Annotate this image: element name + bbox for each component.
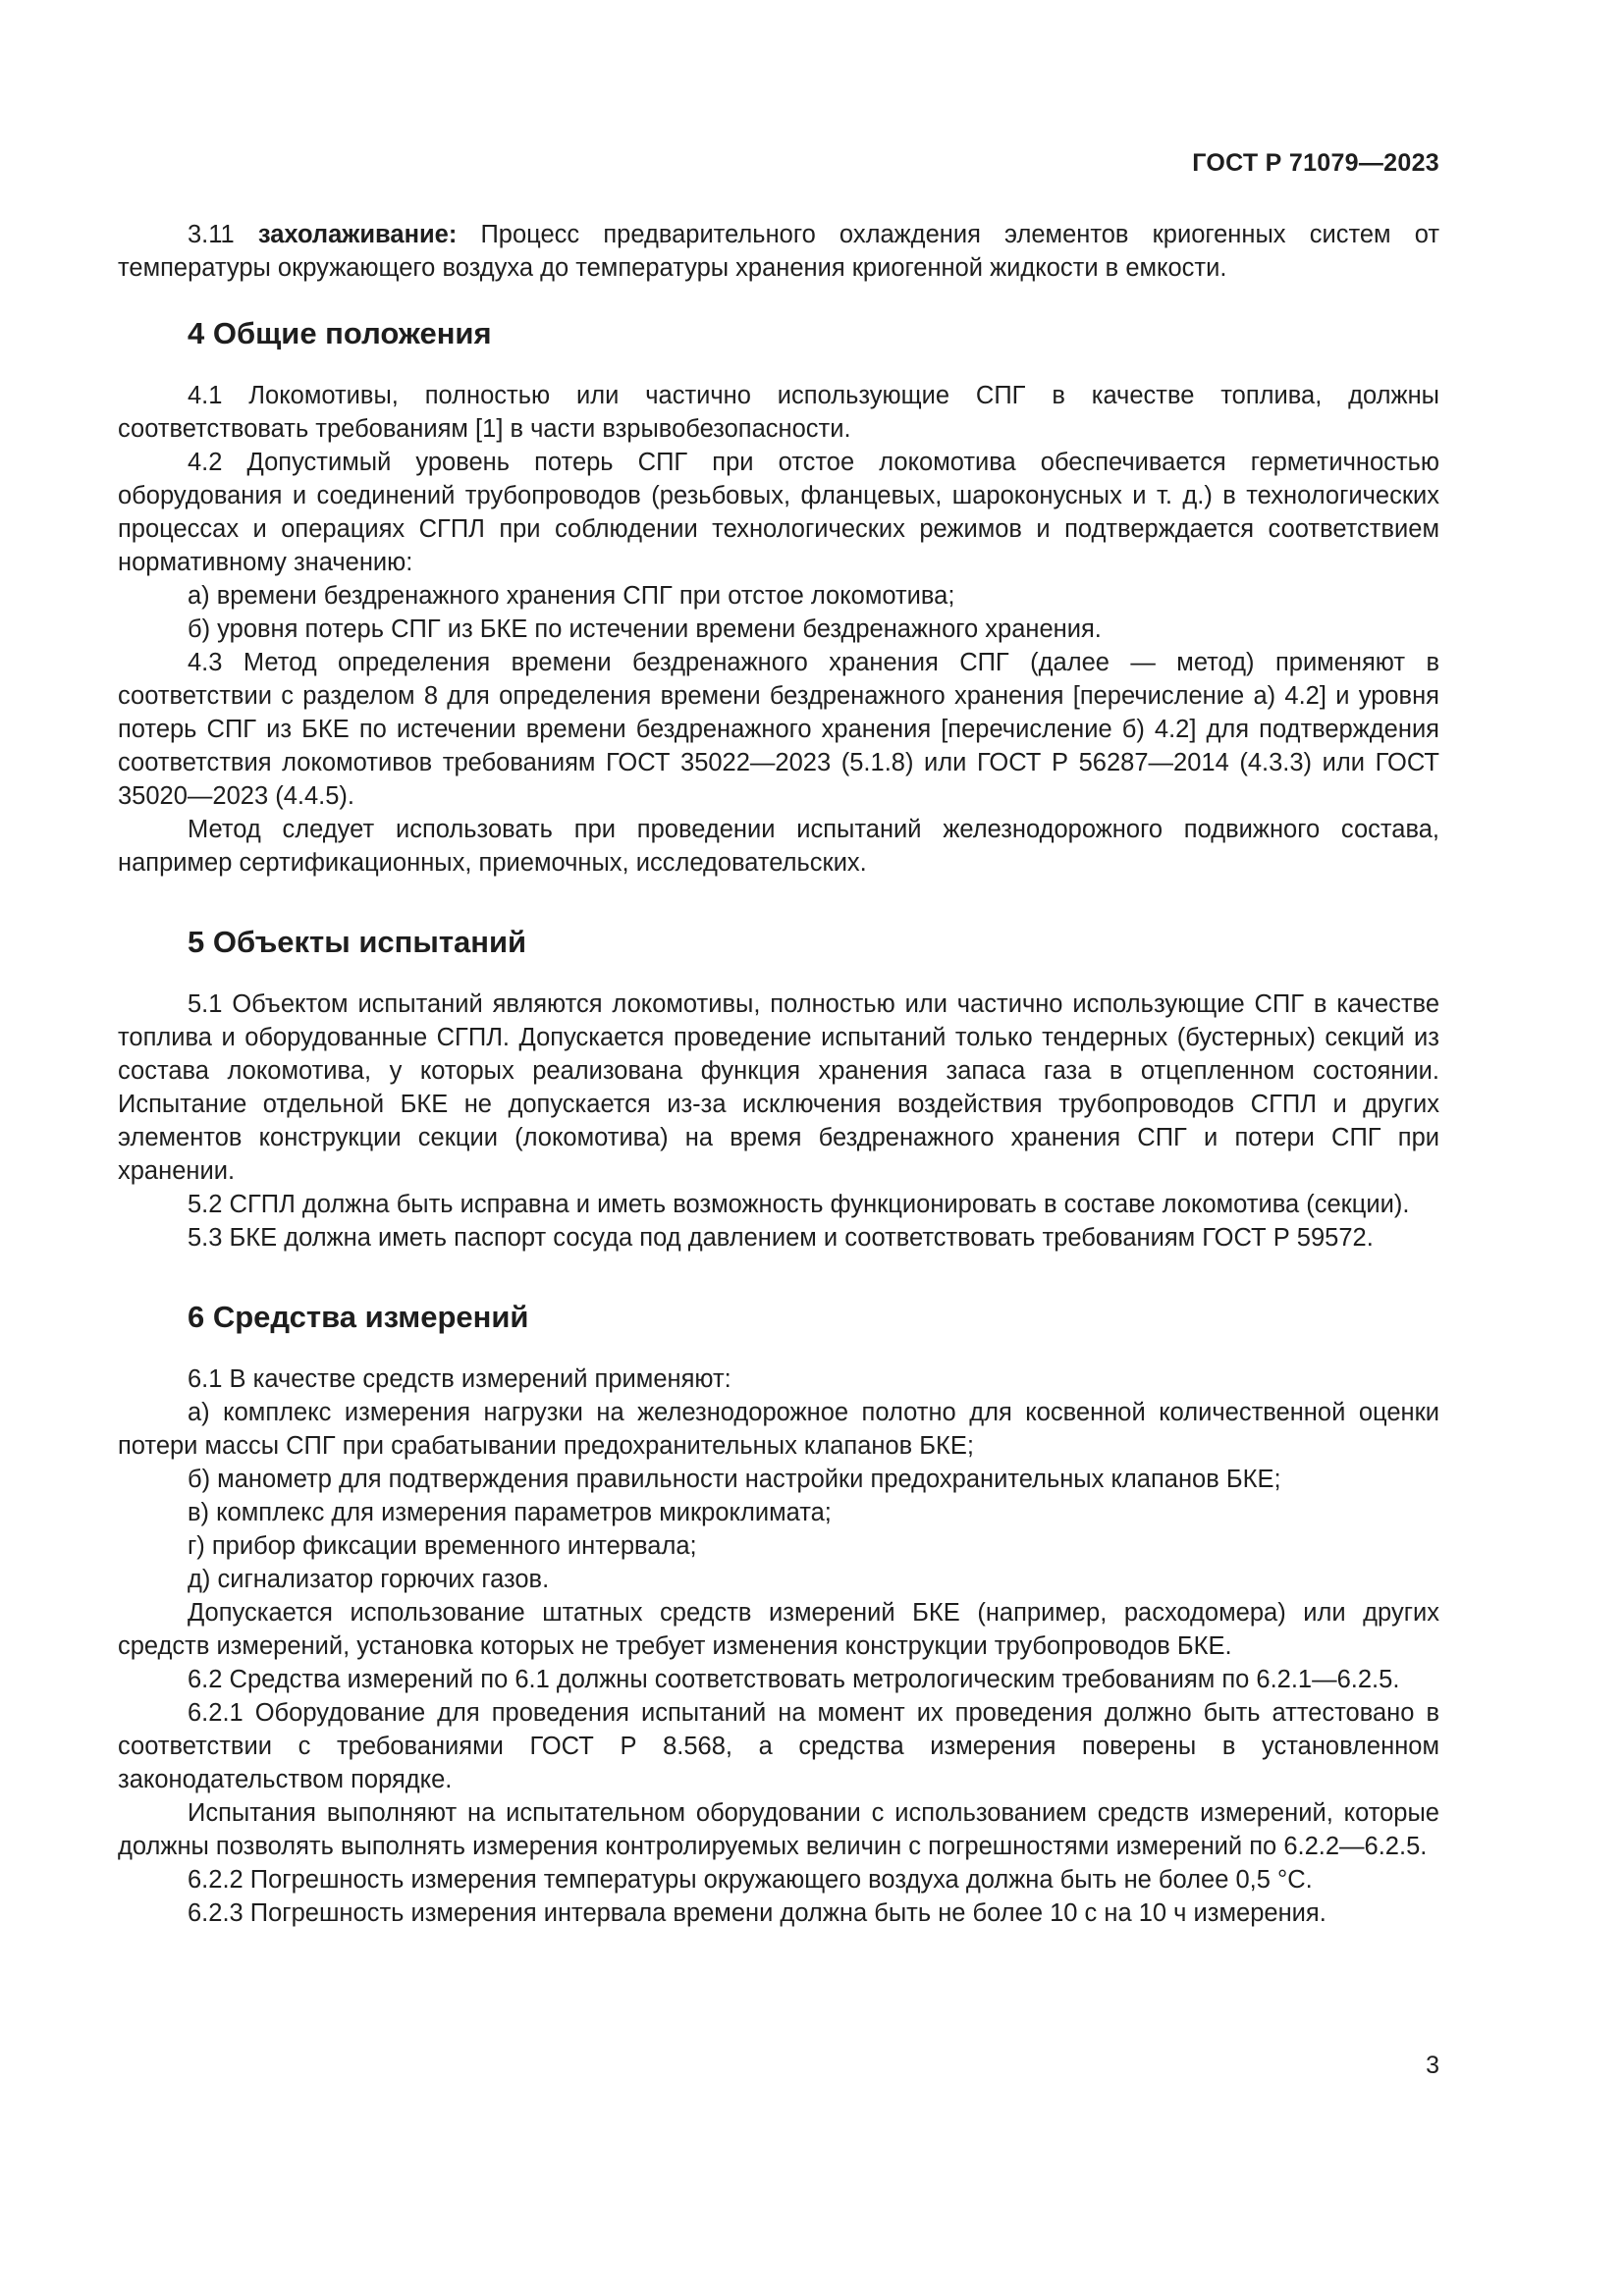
paragraph-6-1: 6.1 В качестве средств измерений применяют: xyxy=(188,1365,731,1393)
list-item-4-2-a: а) времени бездренажного хранения СПГ при отстое локомотива; xyxy=(188,582,955,610)
list-item-6-1-b: б) манометр для подтверждения правильности настройки предохранительных клапанов БКЕ; xyxy=(188,1466,1281,1493)
paragraph-4-3: 4.3 Метод определения времени бездренажного хранения СПГ (далее — метод) применяют в соответствии с разделом 8 для определения времени бездренажного хранения [перечисление а) 4.2] и уровня потерь СПГ из БКЕ по истечении времени бездренажного хранения [перечисление б) 4.2] для подтверждения соответствия локомотивов требованиям ГОСТ 35022—2023 (5.1.8) или ГОСТ Р 56287—2014 (4.3.3) или ГОСТ 35020—2023 (4.4.5). xyxy=(118,649,1439,810)
list-item-6-1-g: г) прибор фиксации временного интервала; xyxy=(188,1532,697,1560)
document-body xyxy=(118,218,1439,1930)
document-number-header: ГОСТ Р 71079—2023 xyxy=(1192,149,1439,177)
list-item-6-1-v: в) комплекс для измерения параметров микроклимата; xyxy=(188,1499,832,1526)
term-definition-3-11 xyxy=(118,218,1439,285)
list-item-4-2-b: б) уровня потерь СПГ из БКЕ по истечении времени бездренажного хранения. xyxy=(188,615,1102,643)
list-item-6-1-d: д) сигнализатор горючих газов. xyxy=(188,1566,550,1593)
section-5-title: 5 Объекты испытаний xyxy=(188,925,527,959)
paragraph-4-method: Метод следует использовать при проведении испытаний железнодорожного подвижного состава, например сертификационных, приемочных, исследовательских. xyxy=(118,816,1439,877)
term-name: захолаживание: xyxy=(257,221,458,248)
paragraph-6-2-3: 6.2.3 Погрешность измерения интервала времени должна быть не более 10 с на 10 ч измерения. xyxy=(188,1899,1326,1927)
paragraph-5-3: 5.3 БКЕ должна иметь паспорт сосуда под давлением и соответствовать требованиям ГОСТ Р 59572. xyxy=(188,1224,1374,1252)
paragraph-6-2-2: 6.2.2 Погрешность измерения температуры окружающего воздуха должна быть не более 0,5 °С. xyxy=(188,1866,1313,1894)
section-4-title: 4 Общие положения xyxy=(188,316,492,350)
paragraph-4-1: 4.1 Локомотивы, полностью или частично использующие СПГ в качестве топлива, должны соответствовать требованиям [1] в части взрывобезопасности. xyxy=(118,382,1439,443)
paragraph-6-1-note: Допускается использование штатных средств измерений БКЕ (например, расходомера) или других средств измерений, установка которых не требует изменения конструкции трубопроводов БКЕ. xyxy=(118,1599,1439,1660)
page-number: 3 xyxy=(1426,2052,1439,2079)
paragraph-5-1: 5.1 Объектом испытаний являются локомотивы, полностью или частично использующие СПГ в качестве топлива и оборудованные СГПЛ. Допускается проведение испытаний только тендерных (бустерных) секций из состава локомотива, у которых реализована функция хранения запаса газа в отцепленном состоянии. Испытание отдельной БКЕ не допускается из-за исключения воздействия трубопроводов СГПЛ и других элементов конструкции секции (локомотива) на время бездренажного хранения СПГ и потери СПГ при хранении. xyxy=(118,990,1439,1185)
list-item-6-1-a: а) комплекс измерения нагрузки на железнодорожное полотно для косвенной количественной оценки потери массы СПГ при срабатывании предохранительных клапанов БКЕ; xyxy=(118,1399,1439,1460)
section-6-title: 6 Средства измерений xyxy=(188,1300,529,1334)
term-number: 3.11 xyxy=(188,221,258,248)
term-text: Процесс предварительного охлаждения элементов криогенных систем от температуры окружающего воздуха до температуры хранения криогенной жидкости в емкости. xyxy=(118,221,1440,282)
paragraph-5-2: 5.2 СГПЛ должна быть исправна и иметь возможность функционировать в составе локомотива (секции). xyxy=(188,1191,1410,1218)
paragraph-6-2-1-tests: Испытания выполняют на испытательном оборудовании с использованием средств измерений, которые должны позволять выполнять измерения контролируемых величин с погрешностями измерений по 6.2.2—6.2.5. xyxy=(118,1799,1439,1860)
paragraph-6-2: 6.2 Средства измерений по 6.1 должны соответствовать метрологическим требованиям по 6.2.1—6.2.5. xyxy=(188,1666,1400,1693)
paragraph-6-2-1: 6.2.1 Оборудование для проведения испытаний на момент их проведения должно быть аттестовано в соответствии с требованиями ГОСТ Р 8.568, а средства измерения поверены в установленном законодательством порядке. xyxy=(118,1699,1439,1793)
paragraph-4-2: 4.2 Допустимый уровень потерь СПГ при отстое локомотива обеспечивается герметичностью оборудования и соединений трубопроводов (резьбовых, фланцевых, шароконусных и т. д.) в технологических процессах и операциях СГПЛ при соблюдении технологических режимов и подтверждается соответствием нормативному значению: xyxy=(118,449,1439,576)
